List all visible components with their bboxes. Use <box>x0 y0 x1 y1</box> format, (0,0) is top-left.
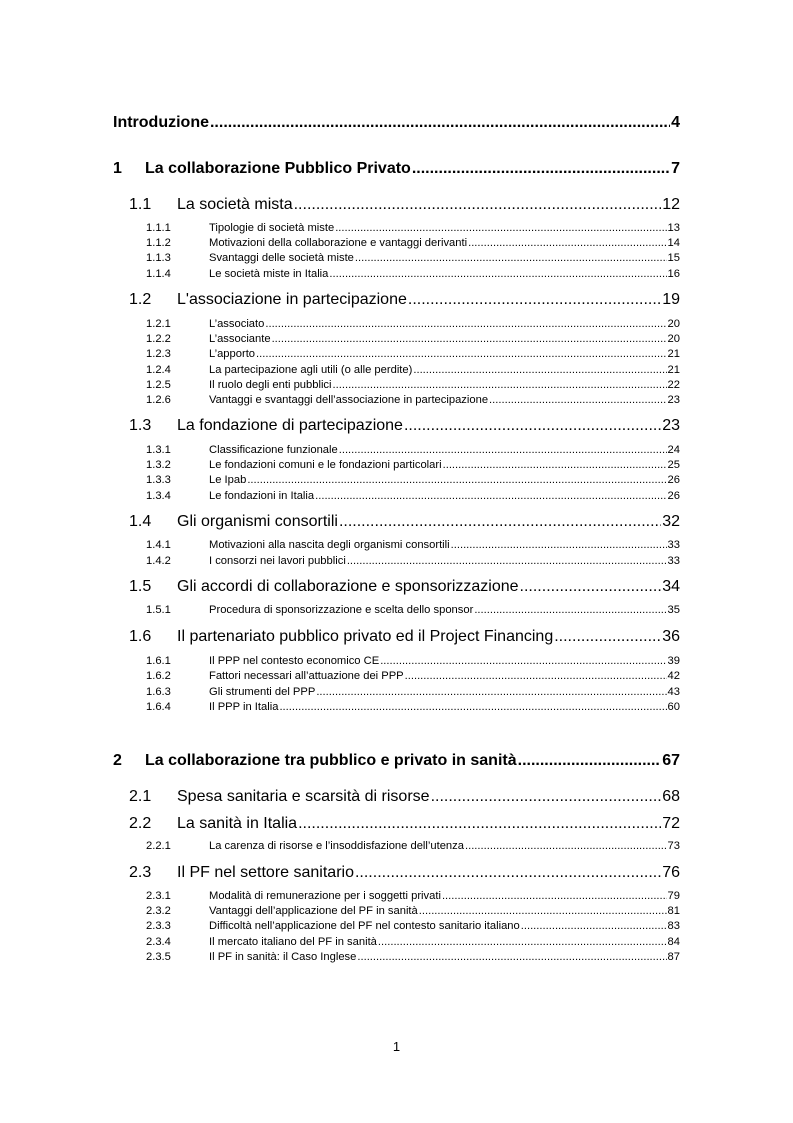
toc-entry-number: 1.3.3 <box>146 474 171 486</box>
toc-leader-dots <box>465 840 667 852</box>
toc-entry-title: La carenza di risorse e l’insoddisfazione dell’utenza <box>209 840 464 852</box>
toc-leader-dots <box>378 936 667 948</box>
toc-entry-page: 83 <box>667 920 680 932</box>
toc-entry-title: La collaborazione tra pubblico e privato in sanità <box>145 752 517 769</box>
toc-subsection-entry <box>146 701 680 713</box>
toc-entry-number: 1 <box>113 160 122 177</box>
toc-section-entry <box>129 788 680 806</box>
toc-entry-number: 1.5 <box>129 578 152 595</box>
toc-leader-dots <box>442 890 667 902</box>
toc-entry-number: 2 <box>113 752 122 769</box>
toc-entry-page: 76 <box>662 864 680 881</box>
toc-entry-title: L'associazione in partecipazione <box>177 291 407 308</box>
toc-section-entry <box>129 291 680 309</box>
toc-entry-title: Le società miste in Italia <box>209 268 329 280</box>
toc-entry-number: 1.1.3 <box>146 252 171 264</box>
toc-entry-title: Motivazioni della collaborazione e vantaggi derivanti <box>209 237 468 249</box>
toc-entry-title: La partecipazione agli utili (o alle perdite) <box>209 364 413 376</box>
toc-leader-dots <box>380 655 666 667</box>
toc-entry-page: 12 <box>662 196 680 213</box>
toc-subsection-entry <box>146 364 680 376</box>
toc-entry-number: 2.2 <box>129 815 152 832</box>
toc-leader-dots <box>279 701 666 713</box>
toc-entry-title: Classificazione funzionale <box>209 444 338 456</box>
toc-subsection-entry <box>146 539 680 551</box>
toc-entry-page: 36 <box>662 628 680 645</box>
page-number: 1 <box>392 1039 401 1054</box>
toc-entry-page: 39 <box>667 655 680 667</box>
toc-subsection-entry <box>146 348 680 360</box>
toc-entry-number: 1.4.2 <box>146 555 171 567</box>
toc-entry-number: 1.4 <box>129 513 152 530</box>
toc-entry-number: 1.3 <box>129 417 152 434</box>
toc-entry-number: 1.2 <box>129 291 152 308</box>
toc-leader-dots <box>518 752 662 770</box>
toc-entry-number: 2.3.5 <box>146 951 171 963</box>
toc-entry-page: 4 <box>671 114 680 131</box>
toc-entry-page: 21 <box>667 348 680 360</box>
toc-entry-page: 72 <box>662 815 680 832</box>
toc-entry-number: 1.4.1 <box>146 539 171 551</box>
toc-subsection-entry <box>146 670 680 682</box>
toc-leader-dots <box>554 628 661 646</box>
toc-entry-title: Gli strumenti del PPP <box>209 686 316 698</box>
toc-leader-dots <box>468 237 666 249</box>
toc-entry-number: 2.3.4 <box>146 936 171 948</box>
toc-entry-title: L’apporto <box>209 348 256 360</box>
toc-entry-number: 1.2.4 <box>146 364 171 376</box>
toc-entry-number: 2.1 <box>129 788 152 805</box>
toc-leader-dots <box>474 604 666 616</box>
toc-leader-dots <box>413 364 666 376</box>
toc-subsection-entry <box>146 394 680 406</box>
toc-entry-page: 34 <box>662 578 680 595</box>
toc-entry-number: 1.1.4 <box>146 268 171 280</box>
toc-entry-title: I consorzi nei lavori pubblici <box>209 555 346 567</box>
toc-entry-page: 19 <box>662 291 680 308</box>
toc-entry-title: Il PF in sanità: il Caso Inglese <box>209 951 357 963</box>
toc-leader-dots <box>315 490 666 502</box>
toc-entry-page: 67 <box>662 752 680 769</box>
toc-entry-title: L’associante <box>209 333 271 345</box>
toc-entry-number: 1.6 <box>129 628 152 645</box>
toc-entry-page: 23 <box>667 394 680 406</box>
toc-subsection-entry <box>146 686 680 698</box>
toc-leader-dots <box>316 686 666 698</box>
toc-entry-page: 20 <box>667 333 680 345</box>
toc-subsection-entry <box>146 237 680 249</box>
toc-entry-title: Tipologie di società miste <box>209 222 335 234</box>
toc-entry-title: Motivazioni alla nascita degli organismi consortili <box>209 539 450 551</box>
toc-entry-title: Il PPP nel contesto economico CE <box>209 655 380 667</box>
toc-entry-page: 87 <box>667 951 680 963</box>
toc-subsection-entry <box>146 920 680 932</box>
toc-subsection-entry <box>146 555 680 567</box>
toc-entry-page: 42 <box>667 670 680 682</box>
toc-entry-title: La fondazione di partecipazione <box>177 417 403 434</box>
toc-entry-page: 15 <box>667 252 680 264</box>
toc-entry-title: Il PPP in Italia <box>209 701 279 713</box>
toc-entry-number: 1.1 <box>129 196 152 213</box>
toc-entry-page: 7 <box>671 160 680 177</box>
toc-leader-dots <box>247 474 666 486</box>
toc-entry-title: Vantaggi dell’applicazione del PF in sanità <box>209 905 418 917</box>
toc-subsection-entry <box>146 905 680 917</box>
toc-entry-page: 26 <box>667 490 680 502</box>
toc-entry-page: 26 <box>667 474 680 486</box>
toc-entry-title: Il ruolo degli enti pubblici <box>209 379 332 391</box>
toc-entry-number: 1.6.4 <box>146 701 171 713</box>
toc-leader-dots <box>256 348 667 360</box>
toc-entry-title: Fattori necessari all’attuazione dei PPP <box>209 670 404 682</box>
toc-entry-number: 2.2.1 <box>146 840 171 852</box>
toc-subsection-entry <box>146 222 680 234</box>
toc-leader-dots <box>357 951 666 963</box>
toc-chapter-entry <box>113 752 680 770</box>
toc-leader-dots <box>210 114 670 132</box>
toc-leader-dots <box>408 291 661 309</box>
toc-leader-dots <box>489 394 667 406</box>
toc-entry-number: 1.6.3 <box>146 686 171 698</box>
toc-entry-title: La collaborazione Pubblico Privato <box>145 160 411 177</box>
toc-subsection-entry <box>146 268 680 280</box>
toc-leader-dots <box>404 417 661 435</box>
toc-leader-dots <box>347 555 667 567</box>
toc-entry-page: 33 <box>667 555 680 567</box>
toc-entry-number: 1.3.2 <box>146 459 171 471</box>
toc-entry-number: 1.5.1 <box>146 604 171 616</box>
toc-entry-number: 1.3.4 <box>146 490 171 502</box>
toc-entry-page: 68 <box>662 788 680 805</box>
toc-entry-title: L’associato <box>209 318 265 330</box>
toc-chapter-entry <box>113 114 680 132</box>
toc-entry-title: La sanità in Italia <box>177 815 298 832</box>
toc-entry-title: Gli accordi di collaborazione e sponsorizzazione <box>177 578 519 595</box>
toc-leader-dots <box>412 160 670 178</box>
toc-section-entry <box>129 417 680 435</box>
toc-entry-page: 20 <box>667 318 680 330</box>
toc-entry-number: 1.2.3 <box>146 348 171 360</box>
toc-entry-number: 1.2.6 <box>146 394 171 406</box>
toc-entry-page: 81 <box>667 905 680 917</box>
toc-subsection-entry <box>146 379 680 391</box>
toc-entry-number: 2.3 <box>129 864 152 881</box>
toc-subsection-entry <box>146 474 680 486</box>
toc-entry-title: Il mercato italiano del PF in sanità <box>209 936 377 948</box>
toc-entry-page: 14 <box>667 237 680 249</box>
toc-entry-number: 1.2.5 <box>146 379 171 391</box>
toc-leader-dots <box>520 578 662 596</box>
toc-entry-page: 25 <box>667 459 680 471</box>
toc-entry-title: Procedura di sponsorizzazione e scelta dello sponsor <box>209 604 474 616</box>
toc-subsection-entry <box>146 490 680 502</box>
toc-leader-dots <box>272 333 667 345</box>
toc-leader-dots <box>294 196 662 214</box>
toc-leader-dots <box>419 905 667 917</box>
toc-subsection-entry <box>146 840 680 852</box>
toc-section-entry <box>129 864 680 882</box>
toc-subsection-entry <box>146 444 680 456</box>
toc-leader-dots <box>265 318 666 330</box>
toc-entry-number: 2.3.1 <box>146 890 171 902</box>
toc-entry-number: 2.3.3 <box>146 920 171 932</box>
toc-subsection-entry <box>146 604 680 616</box>
toc-entry-title: Gli organismi consortili <box>177 513 338 530</box>
toc-entry-page: 13 <box>667 222 680 234</box>
toc-entry-page: 32 <box>662 513 680 530</box>
toc-entry-page: 60 <box>667 701 680 713</box>
toc-entry-page: 79 <box>667 890 680 902</box>
toc-leader-dots <box>451 539 667 551</box>
toc-leader-dots <box>329 268 666 280</box>
toc-entry-page: 73 <box>667 840 680 852</box>
toc-subsection-entry <box>146 459 680 471</box>
toc-entry-page: 22 <box>667 379 680 391</box>
toc-entry-number: 2.3.2 <box>146 905 171 917</box>
toc-entry-number: 1.6.1 <box>146 655 171 667</box>
toc-section-entry <box>129 815 680 833</box>
toc-subsection-entry <box>146 655 680 667</box>
toc-subsection-entry <box>146 936 680 948</box>
toc-leader-dots <box>339 513 661 531</box>
toc-entry-title: Svantaggi delle società miste <box>209 252 354 264</box>
toc-entry-title: Il partenariato pubblico privato ed il Project Financing <box>177 628 554 645</box>
toc-leader-dots <box>333 379 667 391</box>
toc-leader-dots <box>521 920 667 932</box>
toc-leader-dots <box>431 788 662 806</box>
toc-subsection-entry <box>146 333 680 345</box>
toc-entry-title: Le fondazioni in Italia <box>209 490 315 502</box>
toc-entry-title: Spesa sanitaria e scarsità di risorse <box>177 788 430 805</box>
toc-entry-number: 1.2.2 <box>146 333 171 345</box>
toc-entry-title: La società mista <box>177 196 293 213</box>
toc-entry-page: 84 <box>667 936 680 948</box>
toc-entry-title: Introduzione <box>113 114 209 131</box>
toc-leader-dots <box>298 815 661 833</box>
toc-subsection-entry <box>146 318 680 330</box>
toc-entry-title: Difficoltà nell’applicazione del PF nel contesto sanitario italiano <box>209 920 520 932</box>
toc-entry-number: 1.1.2 <box>146 237 171 249</box>
toc-leader-dots <box>355 252 667 264</box>
toc-section-entry <box>129 578 680 596</box>
toc-leader-dots <box>335 222 666 234</box>
toc-entry-page: 23 <box>662 417 680 434</box>
toc-section-entry <box>129 196 680 214</box>
toc-entry-title: Il PF nel settore sanitario <box>177 864 354 881</box>
toc-subsection-entry <box>146 951 680 963</box>
toc-section-entry <box>129 628 680 646</box>
toc-leader-dots <box>443 459 667 471</box>
toc-entry-title: Le Ipab <box>209 474 247 486</box>
toc-entry-title: Le fondazioni comuni e le fondazioni particolari <box>209 459 442 471</box>
toc-entry-number: 1.6.2 <box>146 670 171 682</box>
toc-chapter-entry <box>113 160 680 178</box>
toc-leader-dots <box>355 864 661 882</box>
toc-leader-dots <box>339 444 667 456</box>
toc-entry-page: 24 <box>667 444 680 456</box>
toc-entry-title: Modalità di remunerazione per i soggetti privati <box>209 890 441 902</box>
toc-subsection-entry <box>146 252 680 264</box>
toc-section-entry <box>129 513 680 531</box>
toc-leader-dots <box>405 670 667 682</box>
toc-entry-number: 1.3.1 <box>146 444 171 456</box>
toc-entry-number: 1.2.1 <box>146 318 171 330</box>
toc-entry-page: 43 <box>667 686 680 698</box>
toc-entry-page: 33 <box>667 539 680 551</box>
toc-entry-page: 21 <box>667 364 680 376</box>
toc-subsection-entry <box>146 890 680 902</box>
toc-entry-title: Vantaggi e svantaggi dell’associazione in partecipazione <box>209 394 489 406</box>
toc-entry-number: 1.1.1 <box>146 222 171 234</box>
toc-entry-page: 35 <box>667 604 680 616</box>
toc-entry-page: 16 <box>667 268 680 280</box>
